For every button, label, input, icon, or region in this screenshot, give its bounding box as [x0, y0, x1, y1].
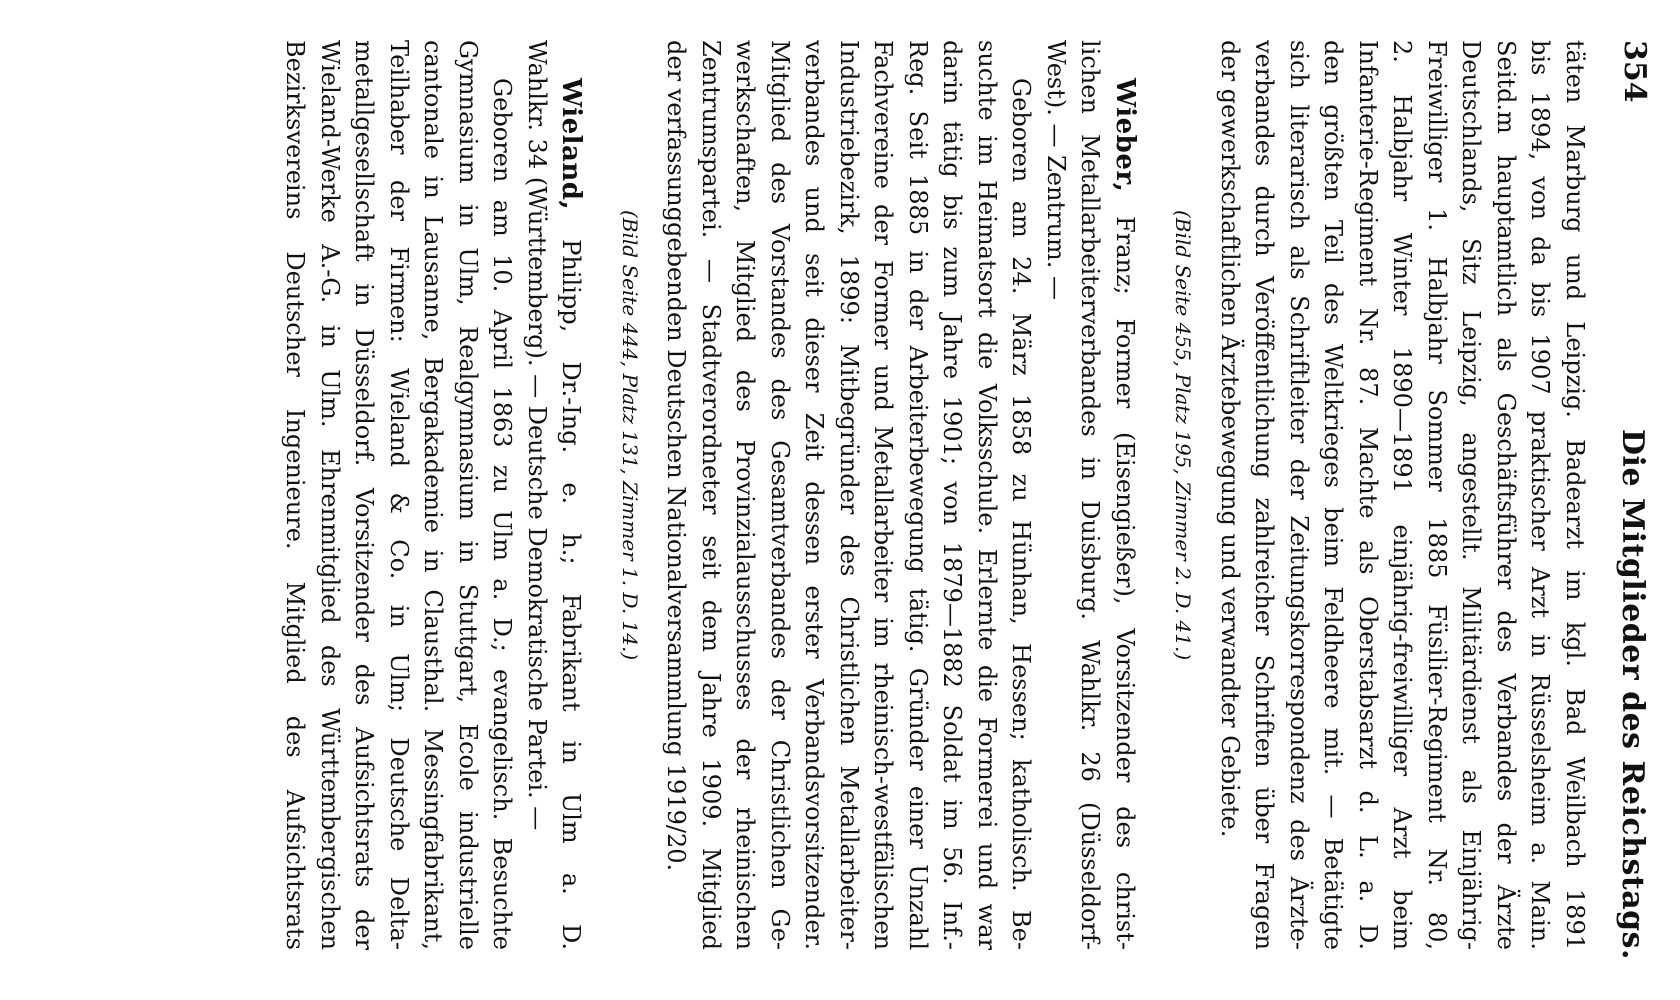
text-line: Geboren am 10. April 1863 zu Ulm a. D.; evangelisch. Besuchte — [488, 78, 517, 950]
photo-reference: (Bild Seite 444, Platz 131, Zimmer 1. D. 14.) — [618, 210, 642, 661]
text-line: täten Marburg und Leipzig. Badearzt im kgl. Bad Weilbach 1891 — [1561, 40, 1589, 950]
text-line: verbandes und seit dieser Zeit dessen erster Verbandsvorsitzender. — [800, 40, 829, 950]
text-line: West). — Zentrum. — — [1042, 40, 1070, 301]
text-line: den größten Teil des Weltkrieges beim Feldheere mit. — Betätigte — [1319, 40, 1348, 950]
text-line: Geboren am 24. März 1858 zu Hünhan, Hessen; katholisch. Be- — [1007, 78, 1036, 950]
photo-reference: (Bild Seite 455, Platz 195, Zimmer 2. D. 41.) — [1171, 210, 1196, 661]
text-line: cantonale in Lausanne, Bergakademie in Clausthal. Messingfabrikant, — [419, 40, 448, 950]
text-line: Reg. Seit 1885 in der Arbeiterbewegung tätig. Gründer einer Unzahl — [904, 40, 932, 950]
text-line: Industriebezirk, 1899: Mitbegründer des Christlichen Metallarbeiter- — [835, 40, 863, 950]
text-line: Seitd.m hauptamtlich als Geschäftsführer des Verbandes der Ärzte — [1492, 40, 1520, 950]
text-line: bis 1894, von da bis 1907 praktischer Arzt in Rüsselsheim a. Main. — [1526, 40, 1555, 950]
text-line: Mitglied des Vorstandes des Gesamtverbandes der Christlichen Ge- — [766, 40, 794, 950]
text-line: sich literarisch als Schriftleiter der Zeitungskorrespondenz des Ärzte- — [1285, 40, 1313, 950]
entry-continuation — [1166, 40, 1592, 950]
text-line: darin tätig bis zum Jahre 1901; von 1879—1882 Soldat im 56. Inf.- — [938, 40, 967, 950]
page-number: 354 — [1617, 40, 1652, 103]
entry-heading — [554, 40, 589, 950]
text-line: der gewerkschaftlichen Ärztebewegung und verwandter Gebiete. — [1216, 40, 1244, 838]
member-name: Wieber, — [1110, 78, 1140, 193]
entry-wieland — [278, 40, 589, 950]
text-line: der verfassunggebenden Deutschen Nationalversammlung 1919/20. — [662, 40, 691, 872]
text-line: werkschaften, Mitglied des Provinzialausschusses der rheinischen — [731, 40, 760, 950]
text-line: verbandes durch Veröffentlichung zahlreicher Schriften über Fragen — [1250, 40, 1279, 950]
text-line: metallgesellschaft in Düsseldorf. Vorsitzender des Aufsichtsrats der — [350, 40, 379, 950]
text-line: Teilhaber der Firmen: Wieland & Co. in Ulm; Deutsche Delta- — [385, 40, 413, 950]
text-line: Bezirksvereins Deutscher Ingenieure. Mitglied des Aufsichtsrats — [281, 40, 310, 950]
text-line: Gymnasium in Ulm, Realgymnasium in Stuttgart, Ecole industrielle — [454, 40, 482, 950]
text-line: Infanterie-Regiment Nr. 87. Machte als Oberstabsarzt d. L. a. D. — [1354, 40, 1382, 950]
member-name: Wieland, — [556, 78, 587, 211]
text-line: Freiwilliger 1. Halbjahr Sommer 1885 Füsilier-Regiment Nr. 80, — [1423, 40, 1451, 950]
text-line: Deutschlands, Sitz Leipzig, angestellt. Militärdienst als Einjährig- — [1457, 40, 1486, 950]
running-head: Die Mitglieder des Reichstags. — [1615, 429, 1650, 960]
text-line: Wahlkr. 34 (Württemberg). — Deutsche Demokratische Partei. — — [523, 40, 551, 831]
text-line: Fachvereine der Former und Metallarbeiter im rheinisch-westfälischen — [869, 40, 898, 950]
text-line: suchte im Heimatsort die Volksschule. Erlernte die Formerei und war — [973, 40, 1001, 950]
entry-heading — [1108, 40, 1143, 950]
page-header — [1612, 40, 1652, 960]
text-line: lichen Metallarbeiterverbandes in Duisburg. Wahlkr. 26 (Düsseldorf- — [1076, 40, 1105, 950]
member-heading-text: Franz; Former (Eisengießer), Vorsitzender des christ- — [1111, 192, 1139, 950]
text-line: Wieland-Werke A.-G. in Ulm. Ehrenmitglied des Württembergischen — [316, 40, 344, 950]
entry-wieber — [613, 40, 1143, 950]
text-block — [278, 40, 1592, 950]
text-line: Zentrumspartei. — Stadtverordneter seit dem Jahre 1909. Mitglied — [697, 40, 725, 950]
member-heading-text: Philipp, Dr.-Ing. e. h.; Fabrikant in Ulm a. D. — [557, 210, 586, 950]
text-line: 2. Halbjahr Winter 1890—1891 einjährig-freiwilliger Arzt beim — [1388, 40, 1417, 950]
